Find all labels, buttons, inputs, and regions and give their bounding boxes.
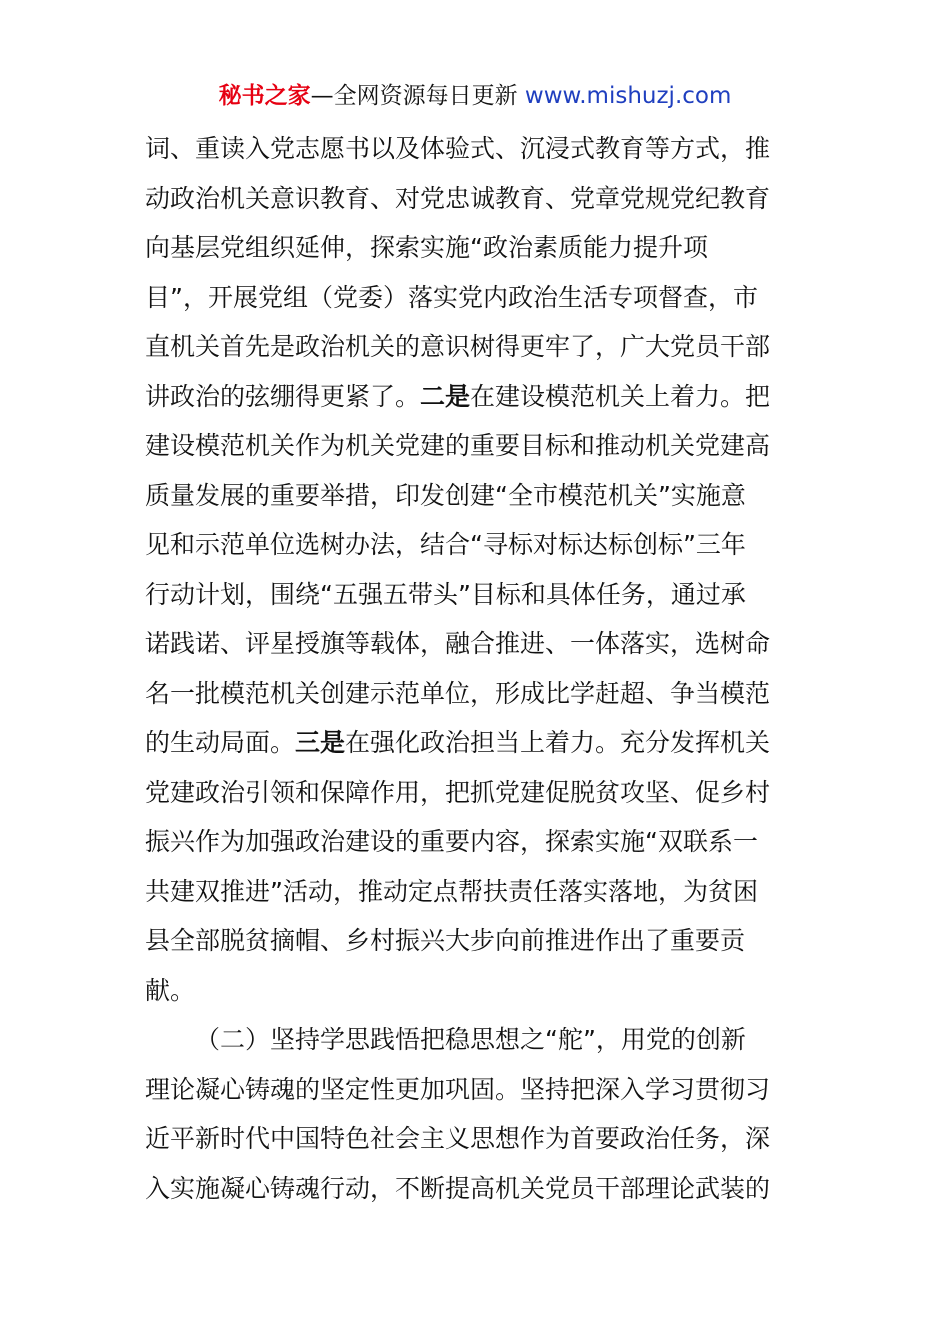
document-body <box>145 124 807 1213</box>
text-line: 入实施凝心铸魂行动，不断提高机关党员干部理论武装的 <box>145 1173 771 1203</box>
site-tagline: —全网资源每日更新 <box>310 83 525 109</box>
emphasis-label: 二是 <box>420 381 471 411</box>
text-line: 县全部脱贫摘帽、乡村振兴大步向前推进作出了重要贡 <box>145 926 746 955</box>
text-line: 近平新时代中国特色社会主义思想作为首要政治任务，深 <box>145 1124 771 1153</box>
text-line: 动政治机关意识教育、对党忠诚教育、党章党规党纪教育 <box>145 183 771 213</box>
text-line: 的生动局面。三是在强化政治担当上着力。充分发挥机关 <box>145 728 771 757</box>
text-line: 词、重读入党志愿书以及体验式、沉浸式教育等方式，推 <box>145 134 771 163</box>
text-line: 诺践诺、评星授旗等载体，融合推进、一体落实，选树命 <box>145 629 771 658</box>
text-line: 名一批模范机关创建示范单位，形成比学赶超、争当模范 <box>145 678 771 708</box>
site-url-link[interactable]: www.mishuzj.com <box>524 83 732 109</box>
text-line: 见和示范单位选树办法，结合“寻标对标达标创标”三年 <box>145 530 746 559</box>
text-line: 党建政治引领和保障作用，把抓党建促脱贫攻坚、促乡村 <box>145 777 771 807</box>
site-header <box>0 80 950 112</box>
text-line: 振兴作为加强政治建设的重要内容，探索实施“双联系一 <box>145 827 758 856</box>
text-line: 共建双推进”活动，推动定点帮扶责任落实落地，为贫困 <box>145 876 758 906</box>
text-line: 理论凝心铸魂的坚定性更加巩固。坚持把深入学习贯彻习 <box>145 1074 771 1104</box>
text-line: 建设模范机关作为机关党建的重要目标和推动机关党建高 <box>145 431 771 460</box>
text-line: 行动计划，围绕“五强五带头”目标和具体任务，通过承 <box>145 579 746 609</box>
text-line: 讲政治的弦绷得更紧了。二是在建设模范机关上着力。把 <box>145 381 771 411</box>
site-brand: 秘书之家 <box>218 83 311 109</box>
emphasis-label: 三是 <box>295 728 346 757</box>
text-line: 质量发展的重要举措，印发创建“全市模范机关”实施意 <box>145 480 746 510</box>
text-line: 目”，开展党组（党委）落实党内政治生活专项督查，市 <box>145 282 758 312</box>
text-line: 向基层党组织延伸，探索实施“政治素质能力提升项 <box>145 233 708 262</box>
text-line: 献。 <box>145 975 196 1005</box>
section-heading-line: （二）坚持学思践悟把稳思想之“舵”，用党的创新 <box>195 1025 746 1054</box>
text-line: 直机关首先是政治机关的意识树得更牢了，广大党员干部 <box>145 332 771 361</box>
